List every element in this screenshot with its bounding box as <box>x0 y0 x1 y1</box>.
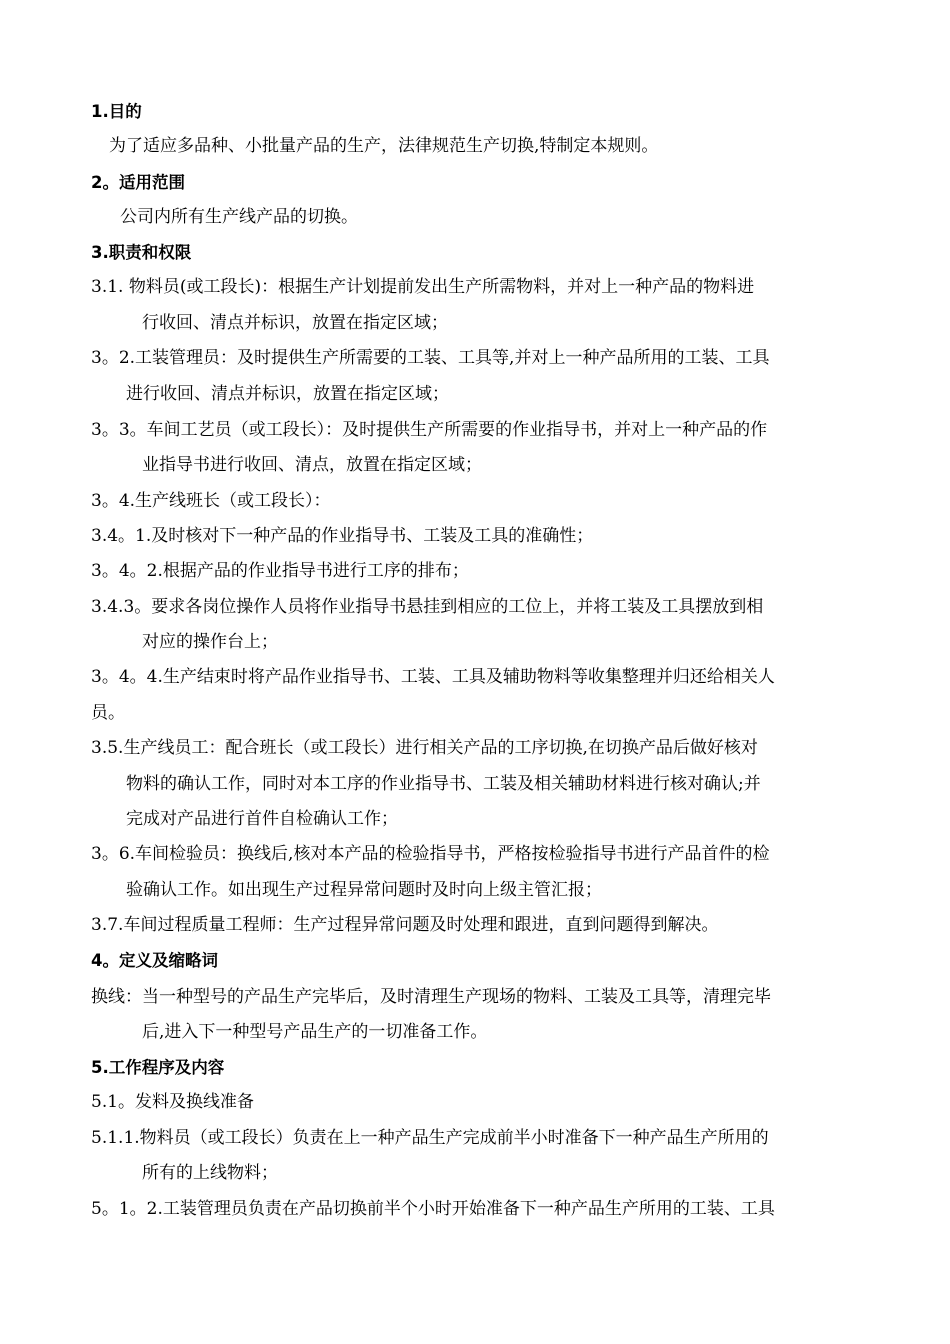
item-3-1-line-1: 3.1. 物料员(或工段长)：根据生产计划提前发出生产所需物料，并对上一种产品的物料进 <box>91 277 755 297</box>
item-3-4-4-line-2: 员。 <box>91 703 125 723</box>
section-5-heading: 5.工作程序及内容 <box>91 1058 225 1077</box>
item-3-4-1: 3.4。1.及时核对下一种产品的作业指导书、工装及工具的准确性； <box>91 526 594 546</box>
item-3-5-line-1: 3.5.生产线员工：配合班长（或工段长）进行相关产品的工序切换,在切换产品后做好核对 <box>91 738 758 758</box>
item-3-6-line-2: 验确认工作。如出现生产过程异常问题时及时向上级主管汇报； <box>126 880 602 900</box>
item-3-3-line-2: 业指导书进行收回、清点，放置在指定区域； <box>142 455 482 475</box>
item-3-4-2: 3。4。2.根据产品的作业指导书进行工序的排布； <box>91 561 469 581</box>
item-3-5-line-3: 完成对产品进行首件自检确认工作； <box>126 809 398 829</box>
item-3-3-line-1: 3。3。车间工艺员（或工段长）：及时提供生产所需要的作业指导书，并对上一种产品的作 <box>91 420 768 440</box>
section-3-heading: 3.职责和权限 <box>91 243 192 262</box>
item-3-2-line-1: 3。2.工装管理员：及时提供生产所需要的工装、工具等,并对上一种产品所用的工装、工具 <box>91 348 770 368</box>
definition-line-2: 后,进入下一种型号产品生产的一切准备工作。 <box>142 1022 488 1042</box>
item-3-4-3-line-2: 对应的操作台上； <box>142 632 278 652</box>
section-1-heading: 1.目的 <box>91 102 142 121</box>
section-2-body: 公司内所有生产线产品的切换。 <box>120 207 358 227</box>
item-5-1: 5.1。发料及换线准备 <box>91 1092 255 1112</box>
item-3-4: 3。4.生产线班长（或工段长）： <box>91 491 331 511</box>
item-3-1-line-2: 行收回、清点并标识，放置在指定区域； <box>142 313 448 333</box>
item-3-7: 3.7.车间过程质量工程师：生产过程异常问题及时处理和跟进，直到问题得到解决。 <box>91 915 719 935</box>
item-5-1-1-line-1: 5.1.1.物料员（或工段长）负责在上一种产品生产完成前半小时准备下一种产品生产所用的 <box>91 1128 769 1148</box>
section-1-body: 为了适应多品种、小批量产品的生产，法律规范生产切换,特制定本规则。 <box>109 136 659 156</box>
section-2-heading: 2。适用范围 <box>91 173 185 192</box>
item-3-4-3-line-1: 3.4.3。要求各岗位操作人员将作业指导书悬挂到相应的工位上，并将工装及工具摆放到相 <box>91 597 764 617</box>
item-3-5-line-2: 物料的确认工作，同时对本工序的作业指导书、工装及相关辅助材料进行核对确认;并 <box>126 774 761 794</box>
item-3-6-line-1: 3。6.车间检验员：换线后,核对本产品的检验指导书，严格按检验指导书进行产品首件的检 <box>91 844 770 864</box>
section-4-heading: 4。定义及缩略词 <box>91 951 218 970</box>
item-5-1-1-line-2: 所有的上线物料； <box>142 1163 278 1183</box>
item-3-4-4-line-1: 3。4。4.生产结束时将产品作业指导书、工装、工具及辅助物料等收集整理并归还给相关人 <box>91 667 775 687</box>
definition-line-1: 换线：当一种型号的产品生产完毕后，及时清理生产现场的物料、工装及工具等，清理完毕 <box>91 987 771 1007</box>
item-5-1-2-line-1: 5。1。2.工装管理员负责在产品切换前半个小时开始准备下一种产品生产所用的工装、工具 <box>91 1199 775 1219</box>
item-3-2-line-2: 进行收回、清点并标识，放置在指定区域； <box>126 384 449 404</box>
